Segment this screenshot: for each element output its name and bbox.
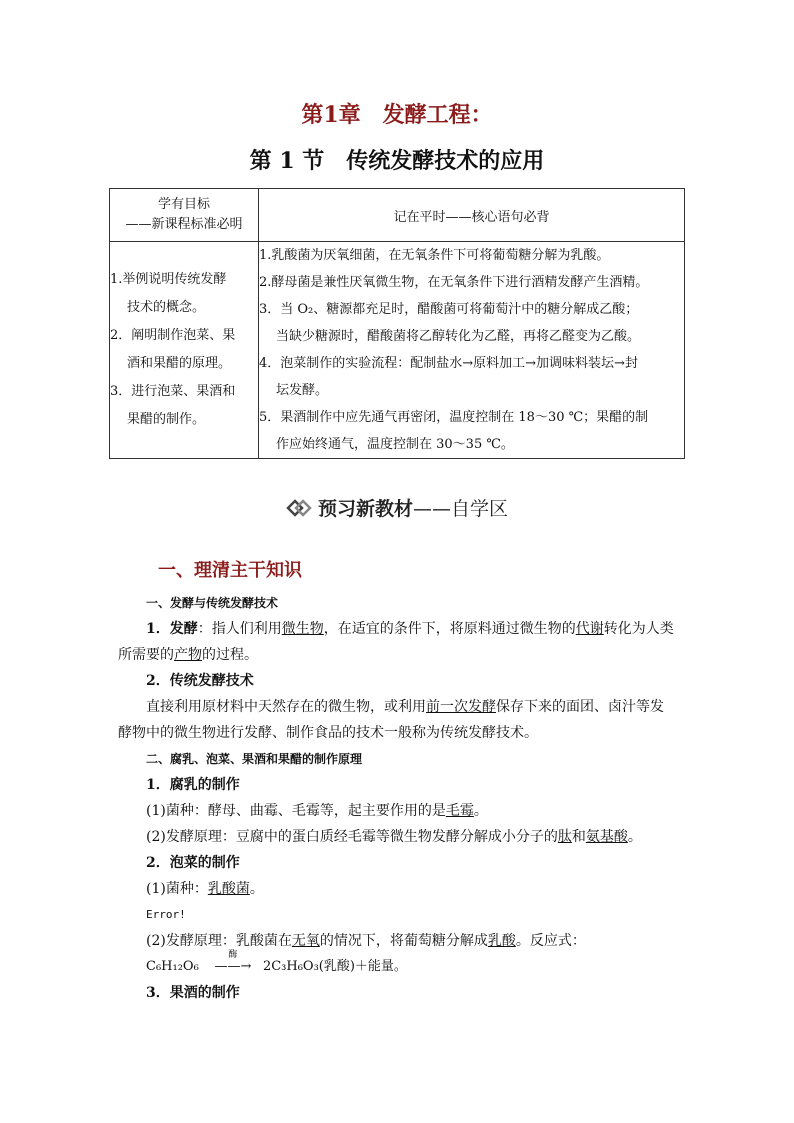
text: 所需要的 — [118, 647, 174, 663]
paragraph — [118, 616, 688, 668]
text: 的情况下，将葡萄糖分解成 — [319, 933, 488, 949]
text: ，在适宜的条件下，将原料通过微生物的 — [323, 621, 576, 637]
goals-header — [110, 189, 259, 242]
memo-line: 坛发酵。 — [276, 383, 329, 398]
text: 直接利用原材料中天然存在的微生物，或利用 — [146, 699, 426, 715]
paragraph — [118, 876, 688, 902]
underlined-term: 代谢 — [575, 621, 604, 637]
formula-enzyme: 酶 — [228, 950, 238, 960]
para-label: 2．传统发酵技术 — [146, 673, 254, 689]
reaction-formula — [118, 950, 688, 980]
goal-line: 2．阐明制作泡菜、果 — [110, 328, 236, 343]
para-label: 3．果酒的制作 — [146, 985, 240, 1001]
error-text: Error! — [146, 908, 186, 921]
memo-line: 当缺少糖源时，醋酸菌将乙醇转化为乙醛，再将乙醛变为乙酸。 — [276, 329, 641, 344]
goal-line: 果醋的制作。 — [127, 412, 206, 427]
formula-product: 2C₃H₆O₃(乳酸)＋能量。 — [262, 959, 407, 974]
paragraph — [118, 694, 688, 746]
text: (1)菌种： — [146, 881, 208, 897]
underlined-term: 肽 — [557, 829, 572, 845]
para-label: 1．发酵 — [146, 621, 198, 637]
banner-rest: ——自学区 — [413, 498, 509, 520]
memo-line: 5．果酒制作中应先通气再密闭，温度控制在 18～30 ℃；果醋的制 — [259, 410, 649, 425]
memo-header: 记在平时——核心语句必背 — [259, 189, 685, 242]
text: 的过程。 — [202, 647, 258, 663]
memo-cell — [259, 242, 685, 459]
memo-line: 2.酵母菌是兼性厌氧微生物，在无氧条件下进行酒精发酵产生酒精。 — [259, 275, 649, 290]
section-title: 第 1 节 传统发酵技术的应用 — [249, 148, 545, 174]
underlined-term: 前一次发酵 — [426, 699, 496, 715]
content-body — [118, 590, 688, 1006]
para-label: 1．腐乳的制作 — [146, 777, 240, 793]
text: (1)菌种：酵母、曲霉、毛霉等，起主要作用的是 — [146, 803, 446, 819]
underlined-term: 乳酸 — [487, 933, 516, 949]
underlined-term: 乳酸菌 — [207, 881, 250, 897]
paragraph — [118, 824, 688, 850]
banner-logo-icon — [286, 498, 312, 518]
memo-line: 4．泡菜制作的实验流程：配制盐水→原料加工→加调味料装坛→封 — [259, 356, 638, 371]
memo-line: 1.乳酸菌为厌氧细菌，在无氧条件下可将葡萄糖分解为乳酸。 — [259, 248, 610, 263]
chapter-title: 第1章 发酵工程： — [301, 102, 493, 128]
text: 。 — [473, 803, 488, 819]
paragraph — [118, 798, 688, 824]
underlined-term: 氨基酸 — [585, 829, 628, 845]
section1-title: 一、理清主干知识 — [158, 560, 302, 581]
memo-line: 3．当 O₂、糖源都充足时，醋酸菌可将葡萄汁中的糖分解成乙酸； — [259, 302, 639, 317]
goals-table — [109, 188, 685, 459]
text: ：指人们利用 — [197, 621, 282, 637]
text: 保存下来的面团、卤汁等发 — [496, 699, 664, 715]
goals-header-line1: 学有目标 — [157, 197, 210, 212]
text: 酵物中的微生物进行发酵、制作食品的技术一般称为传统发酵技术。 — [118, 725, 538, 741]
subsection-heading: 二、腐乳、泡菜、果酒和果醋的制作原理 — [146, 752, 363, 766]
formula-arrow — [203, 950, 263, 980]
text: 。 — [627, 829, 642, 845]
text: (2)发酵原理：乳酸菌在 — [146, 933, 292, 949]
underlined-term: 毛霉 — [445, 803, 474, 819]
goal-line: 酒和果醋的原理。 — [127, 356, 232, 371]
formula-reactant: C₆H₁₂O₆ — [146, 959, 199, 974]
text: 。反应式： — [515, 933, 586, 949]
banner-bold: 预习新教材 — [317, 498, 413, 520]
text: (2)发酵原理：豆腐中的蛋白质经毛霉等微生物发酵分解成小分子的 — [146, 829, 558, 845]
formula-arrow-glyph: ——→ — [214, 959, 252, 974]
goals-header-line2: ——新课程标准必明 — [125, 217, 243, 232]
text: 和 — [571, 829, 586, 845]
underlined-term: 无氧 — [291, 933, 320, 949]
subsection-heading: 一、发酵与传统发酵技术 — [146, 596, 279, 610]
underlined-term: 产物 — [174, 647, 202, 663]
goal-line: 技术的概念。 — [127, 300, 206, 315]
goal-line: 1.举例说明传统发酵 — [110, 272, 227, 287]
preview-banner — [0, 494, 794, 521]
text: 。 — [249, 881, 264, 897]
goals-cell — [110, 242, 259, 459]
para-label: 2．泡菜的制作 — [146, 855, 240, 871]
underlined-term: 微生物 — [281, 621, 324, 637]
goal-line: 3．进行泡菜、果酒和 — [110, 384, 236, 399]
text: 转化为人类 — [603, 621, 674, 637]
memo-line: 作应始终通气，温度控制在 30～35 ℃。 — [276, 437, 514, 452]
